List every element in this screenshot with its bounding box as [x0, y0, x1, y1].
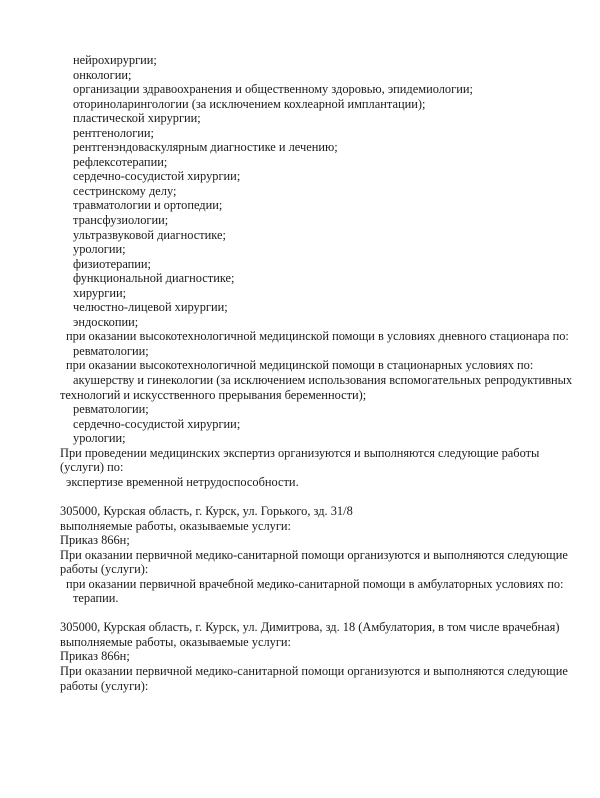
text-line: терапии.	[73, 591, 119, 606]
text-line: организации здравоохранения и общественному здоровью, эпидемиологии;	[73, 82, 473, 97]
text-line: челюстно-лицевой хирургии;	[73, 300, 228, 315]
text-line: травматологии и ортопедии;	[73, 198, 223, 213]
blank-line	[60, 489, 590, 504]
text-line: оториноларингологии (за исключением кохлеарной имплантации);	[73, 96, 426, 111]
text-line: функциональной диагностике;	[73, 271, 235, 286]
text-line: Приказ 866н;	[60, 533, 130, 548]
text-line: ревматологии;	[73, 343, 149, 358]
text-line: рентгенэндоваскулярным диагностике и лечению;	[73, 140, 338, 155]
text-line: (услуги) по:	[60, 460, 124, 475]
text-line: При оказании первичной медико-санитарной помощи организуются и выполняются следующие	[60, 663, 568, 678]
text-line: хирургии;	[73, 285, 127, 300]
text-line: сердечно-сосудистой хирургии;	[73, 169, 241, 184]
text-line: сердечно-сосудистой хирургии;	[73, 416, 241, 431]
text-line: При оказании первичной медико-санитарной помощи организуются и выполняются следующие	[60, 547, 568, 562]
text-line: сестринскому делу;	[73, 183, 177, 198]
blank-line	[60, 606, 590, 621]
text-line: трансфузиологии;	[73, 213, 169, 228]
text-line: при оказании высокотехнологичной медицинской помощи в стационарных условиях по:	[66, 358, 534, 373]
document-body	[60, 53, 590, 693]
text-line: рентгенологии;	[73, 125, 154, 140]
text-line: пластической хирургии;	[73, 111, 201, 126]
text-line: 305000, Курская область, г. Курск, ул. Димитрова, зд. 18 (Амбулатория, в том числе врачебная)	[60, 620, 560, 635]
text-line: Приказ 866н;	[60, 649, 130, 664]
text-line: ультразвуковой диагностике;	[73, 227, 226, 242]
text-line: онкологии;	[73, 67, 132, 82]
text-line: технологий и искусственного прерывания беременности);	[60, 387, 367, 402]
text-line: эндоскопии;	[73, 314, 139, 329]
text-line: рефлексотерапии;	[73, 154, 168, 169]
text-line: при оказании высокотехнологичной медицинской помощи в условиях дневного стационара по:	[66, 329, 569, 344]
text-line: выполняемые работы, оказываемые услуги:	[60, 518, 292, 533]
text-line: ревматологии;	[73, 402, 149, 417]
text-line: экспертизе временной нетрудоспособности.	[66, 474, 299, 489]
text-line: нейрохирургии;	[73, 53, 157, 67]
text-line: 305000, Курская область, г. Курск, ул. Горького, зд. 31/8	[60, 503, 353, 518]
text-line: При проведении медицинских экспертиз организуются и выполняются следующие работы	[60, 445, 540, 460]
text-line: при оказании первичной врачебной медико-санитарной помощи в амбулаторных условиях по:	[66, 576, 564, 591]
text-line: работы (услуги):	[60, 678, 149, 693]
text-line: акушерству и гинекологии (за исключением использования вспомогательных репродуктивных	[73, 373, 573, 388]
text-line: выполняемые работы, оказываемые услуги:	[60, 634, 292, 649]
text-line: урологии;	[73, 242, 126, 257]
text-line: физиотерапии;	[73, 256, 151, 271]
text-line: работы (услуги):	[60, 562, 149, 577]
text-line: урологии;	[73, 431, 126, 446]
